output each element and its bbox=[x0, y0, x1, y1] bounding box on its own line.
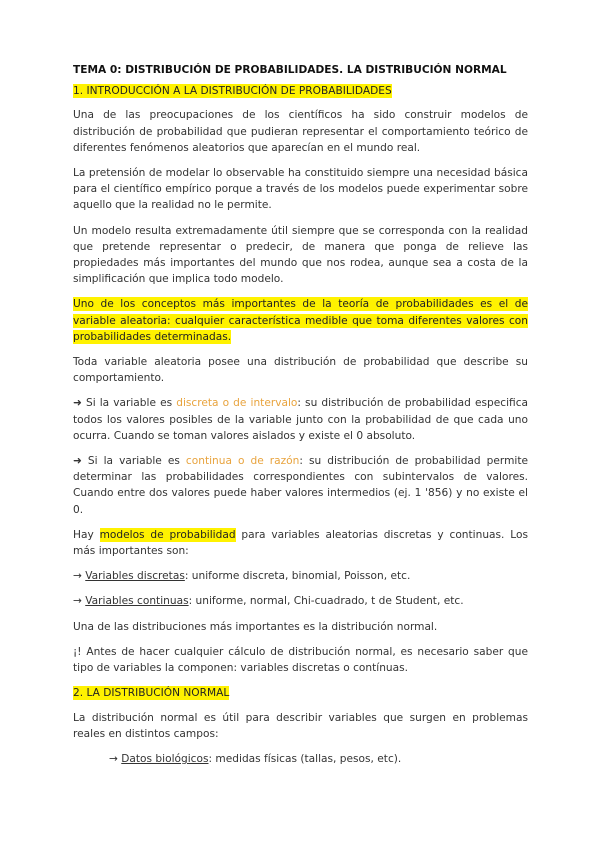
bullet-discrete-prefix: ➜ Si la variable es bbox=[73, 397, 177, 410]
paragraph-9: La distribución normal es útil para describir variables que surgen en problemas reales en distintos campos: bbox=[73, 711, 528, 740]
paragraph-1: Una de las preocupaciones de los científicos ha sido construir modelos de distribución de probabilidad que pudieran representar el comportamiento teórico de diferentes fenómenos aleatorios que aparecían en el mundo real. bbox=[73, 109, 528, 154]
paragraph-4-highlight: Uno de los conceptos más importantes de la teoría de probabilidades es el de variable aleatoria: cualquier característica medible que toma diferentes valores con probabilidades determinadas. bbox=[73, 298, 528, 343]
list-item-continuous-variables bbox=[73, 593, 528, 609]
bullet-continuous-prefix: ➜ Si la variable es bbox=[73, 455, 186, 468]
list-item-continuous-text: : uniforme, normal, Chi-cuadrado, t de Student, etc. bbox=[188, 595, 464, 608]
document-title: TEMA 0: DISTRIBUCIÓN DE PROBABILIDADES. LA DISTRIBUCIÓN NORMAL bbox=[73, 64, 507, 76]
paragraph-7: Una de las distribuciones más importantes es la distribución normal. bbox=[73, 620, 438, 633]
term-datos-biologicos: Datos biológicos bbox=[121, 752, 209, 765]
term-modelos-probabilidad: modelos de probabilidad bbox=[99, 528, 236, 541]
section-heading-1-text: 1. INTRODUCCIÓN A LA DISTRIBUCIÓN DE PROBABILIDADES bbox=[73, 85, 392, 98]
bullet-continuous bbox=[73, 453, 528, 518]
list-item-biological-text: : medidas físicas (tallas, pesos, etc). bbox=[208, 752, 402, 765]
paragraph-3: Un modelo resulta extremadamente útil siempre que se corresponda con la realidad que pretende representar o predecir, de manera que ponga de relieve las propiedades más importantes del mundo que nos rodea, aunque sea a costa de la simplificación que implica todo modelo. bbox=[73, 224, 528, 286]
list-item-discrete-variables bbox=[73, 568, 528, 584]
arrow-icon: → bbox=[73, 595, 86, 608]
paragraph-4 bbox=[73, 296, 528, 345]
document-page bbox=[73, 62, 528, 776]
arrow-icon: → bbox=[109, 752, 122, 765]
section-heading-1 bbox=[73, 83, 528, 99]
term-variables-discretas: Variables discretas bbox=[85, 570, 185, 583]
paragraph-6-prefix: Hay bbox=[73, 528, 100, 541]
paragraph-2: La pretensión de modelar lo observable ha constituido siempre una necesidad básica para el científico empírico porque a través de los modelos puede experimentar sobre aquello que la realidad no le permite. bbox=[73, 167, 528, 212]
list-item-biological-data bbox=[73, 751, 528, 767]
bullet-discrete-text: : su distribución de probabilidad especifica todos los valores posibles de la variable junto con la probabilidad de que cada uno ocurra. Cuando se toman valores aislados y existe el 0 absoluto. bbox=[73, 397, 529, 442]
paragraph-8: ¡! Antes de hacer cualquier cálculo de distribución normal, es necesario saber que tipo de variables la componen: variables discretas o contínuas. bbox=[73, 645, 528, 675]
term-variables-continuas: Variables continuas bbox=[85, 595, 189, 608]
paragraph-6 bbox=[73, 527, 528, 559]
section-heading-2-text: 2. LA DISTRIBUCIÓN NORMAL bbox=[73, 687, 230, 700]
arrow-icon: → bbox=[73, 570, 86, 583]
paragraph-5: Toda variable aleatoria posee una distribución de probabilidad que describe su comportamiento. bbox=[73, 356, 528, 385]
bullet-continuous-text: : su distribución de probabilidad permite determinar las probabilidades correspondientes con subintervalos de valores. Cuando entre dos valores puede haber valores intermedios (ej. 1 '856) y no existe el 0. bbox=[73, 455, 529, 516]
paragraph-6-text: para variables aleatorias discretas y continuas. Los más importantes son: bbox=[73, 528, 528, 558]
term-discreta: discreta o de intervalo bbox=[176, 397, 298, 410]
section-heading-2 bbox=[73, 685, 528, 701]
bullet-discrete bbox=[73, 395, 528, 444]
term-continua: continua o de razón bbox=[185, 455, 300, 468]
list-item-discrete-text: : uniforme discreta, binomial, Poisson, etc. bbox=[184, 570, 411, 583]
